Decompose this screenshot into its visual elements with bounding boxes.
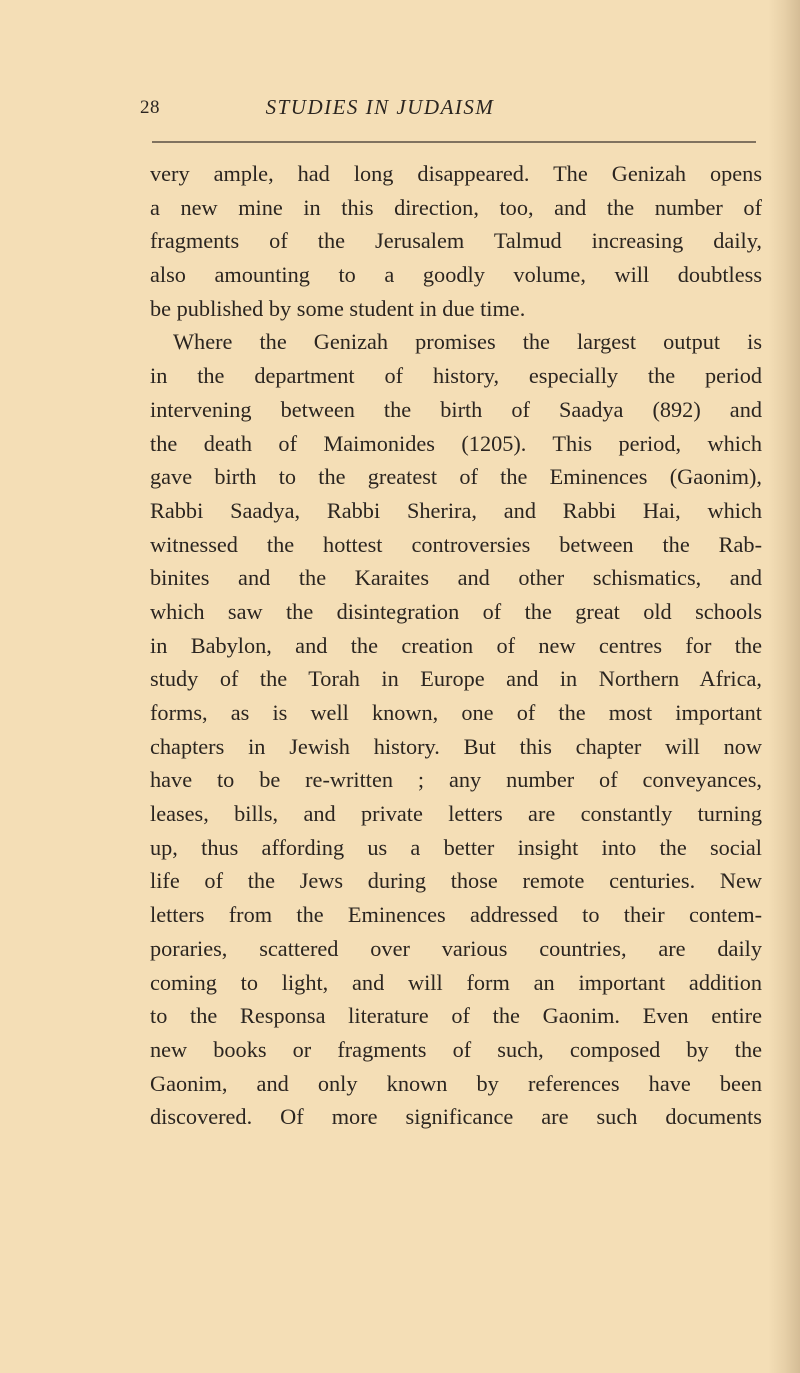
text-line: poraries, scattered over various countries, are daily xyxy=(150,935,762,961)
body-text xyxy=(150,157,762,1134)
paragraph-start-line: Where the Genizah promises the largest output is xyxy=(173,329,762,355)
text-line: leases, bills, and private letters are constantly turning xyxy=(150,801,762,827)
text-line: new books or fragments of such, composed by the xyxy=(150,1036,762,1062)
text-line: forms, as is well known, one of the most important xyxy=(150,700,762,725)
text-line: Rabbi Saadya, Rabbi Sherira, and Rabbi Hai, which xyxy=(150,497,762,523)
text-line: which saw the disintegration of the great old schools xyxy=(150,598,762,624)
text-line: gave birth to the greatest of the Eminences (Gaonim), xyxy=(150,464,762,490)
text-line: very ample, had long disappeared. The Genizah opens xyxy=(150,161,762,186)
text-line: a new mine in this direction, too, and the number of xyxy=(150,194,762,220)
text-line: fragments of the Jerusalem Talmud increasing daily, xyxy=(150,228,762,254)
text-line: discovered. Of more significance are such documents xyxy=(150,1104,762,1130)
page-number: 28 xyxy=(140,97,160,118)
text-line: life of the Jews during those remote centuries. New xyxy=(150,868,762,894)
text-line: binites and the Karaites and other schismatics, and xyxy=(150,565,762,591)
text-line: letters from the Eminences addressed to their contem- xyxy=(150,902,762,928)
text-line: intervening between the birth of Saadya (892) and xyxy=(150,396,762,422)
text-line: chapters in Jewish history. But this chapter will now xyxy=(150,733,762,759)
running-head: STUDIES IN JUDAISM xyxy=(265,95,495,119)
text-line: study of the Torah in Europe and in Northern Africa, xyxy=(150,666,762,692)
text-line: have to be re-written ; any number of conveyances, xyxy=(150,767,762,793)
text-line: coming to light, and will form an important addition xyxy=(150,969,762,995)
text-line: to the Responsa literature of the Gaonim. Even entire xyxy=(150,1003,762,1029)
text-line: in Babylon, and the creation of new centres for the xyxy=(150,632,762,658)
text-line: also amounting to a goodly volume, will doubtless xyxy=(150,262,762,288)
text-line: witnessed the hottest controversies between the Rab- xyxy=(150,531,762,557)
header-rule xyxy=(152,141,756,143)
text-line: the death of Maimonides (1205). This period, which xyxy=(150,430,762,456)
text-line: in the department of history, especially the period xyxy=(150,363,762,389)
text-line: up, thus affording us a better insight into the social xyxy=(150,834,762,860)
text-line: be published by some student in due time. xyxy=(150,295,526,321)
text-line: Gaonim, and only known by references have been xyxy=(150,1070,762,1096)
